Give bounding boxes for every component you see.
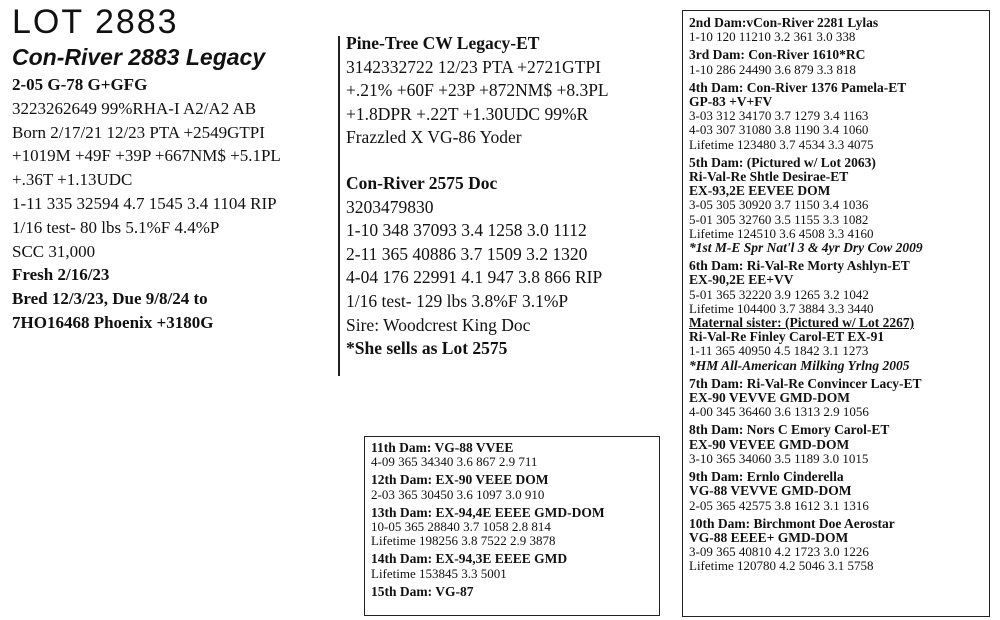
dam-record-line: 3-09 365 40810 4.2 1723 3.0 1226: [689, 544, 869, 560]
dam-record-line: 9th Dam: Ernlo Cinderella: [689, 469, 844, 485]
dam-record-line: Lifetime 124510 3.6 4508 3.3 4160: [689, 225, 874, 241]
dam-block: [346, 172, 668, 361]
sire-line: +.21% +60F +23P +872NM$ +8.3PL: [346, 80, 609, 101]
dam-record-line: 7th Dam: Ri-Val-Re Convincer Lacy-ET: [689, 375, 922, 391]
dam-record-line: *1st M-E Spr Nat'l 3 & 4yr Dry Cow 2009: [689, 240, 923, 256]
dam-record-line: GP-83 +V+FV: [689, 94, 773, 110]
dam-record-line: VG-88 VEVVE GMD-DOM: [689, 483, 852, 499]
dam-record-line: Ri-Val-Re Shtle Desirae-ET: [689, 169, 849, 185]
dam-record-line: 5-01 365 32220 3.9 1265 3.2 1042: [689, 286, 869, 302]
dam-record-line: 3-05 305 30920 3.7 1150 3.4 1036: [689, 197, 869, 213]
dam-record-line: EX-93,2E EEVEE DOM: [689, 183, 831, 199]
dam-record-line: 4-00 345 36460 3.6 1313 2.9 1056: [689, 404, 869, 420]
dam-record-line: 15th Dam: VG-87: [371, 583, 474, 599]
dam-record-line: 3rd Dam: Con-River 1610*RC: [689, 47, 866, 63]
sire-line: Frazzled X VG-86 Yoder: [346, 127, 522, 148]
deep-pedigree-box: [364, 436, 660, 616]
sire-line: Pine-Tree CW Legacy-ET: [346, 33, 540, 53]
dam-record-line: 11th Dam: VG-88 VVEE: [371, 440, 514, 455]
dam-record-line: 13th Dam: EX-94,4E EEEE GMD-DOM: [371, 504, 605, 520]
dam-record-line: 1-10 120 11210 3.2 361 3.0 338: [689, 29, 856, 45]
cow-name: Con-River 2883 Legacy: [12, 44, 266, 70]
detail-line: +1019M +49F +39P +667NM$ +5.1PL: [12, 146, 281, 166]
sire-line: +1.8DPR +.22T +1.30UDC 99%R: [346, 103, 589, 124]
dam-line: 3203479830: [346, 196, 434, 217]
cow-details: [12, 73, 330, 335]
dam-record-line: 4-09 365 34340 3.6 867 2.9 711: [371, 454, 538, 470]
sire-line: 3142332722 12/23 PTA +2721GTPI: [346, 56, 601, 77]
maternal-line-box: [682, 10, 990, 617]
dam-record-line: 2-03 365 30450 3.6 1097 3.0 910: [371, 486, 545, 502]
detail-line: 1-11 335 32594 4.7 1545 3.4 1104 RIP: [12, 193, 277, 213]
dam-record-line: 10th Dam: Birchmont Doe Aerostar: [689, 515, 895, 531]
dam-record-line: Lifetime 153845 3.3 5001: [371, 565, 507, 581]
dam-line: 1-10 348 37093 3.4 1258 3.0 1112: [346, 220, 587, 241]
pedigree-column: [346, 32, 668, 361]
lot-title: LOT 2883: [12, 3, 179, 41]
dam-record-line: VG-88 EEEE+ GMD-DOM: [689, 529, 849, 545]
detail-line: 3223262649 99%RHA-I A2/A2 AB: [12, 98, 257, 118]
dam-record-line: 8th Dam: Nors C Emory Carol-ET: [689, 422, 890, 438]
lot-info-column: [12, 4, 330, 335]
dam-record-line: 12th Dam: EX-90 VEEE DOM: [371, 472, 549, 488]
dam-record-line: EX-90 VEVVE GMD-DOM: [689, 390, 850, 406]
dam-record-line: 10-05 365 28840 3.7 1058 2.8 814: [371, 519, 551, 535]
dam-record-line: 6th Dam: Ri-Val-Re Morty Ashlyn-ET: [689, 258, 910, 274]
dam-record-line: 1-10 286 24490 3.6 879 3.3 818: [689, 61, 856, 77]
dam-line: Con-River 2575 Doc: [346, 172, 498, 193]
dam-record-line: 4-03 307 31080 3.8 1190 3.4 1060: [689, 122, 869, 138]
detail-line: Fresh 2/16/23: [12, 265, 110, 285]
dam-record-line: 14th Dam: EX-94,3E EEEE GMD: [371, 551, 568, 567]
dam-record-line: 2-05 365 42575 3.8 1612 3.1 1316: [689, 497, 869, 513]
sire-block: [346, 32, 668, 150]
dam-record-line: Lifetime 120780 4.2 5046 3.1 5758: [689, 558, 874, 574]
detail-line: Bred 12/3/23, Due 9/8/24 to: [12, 289, 208, 309]
detail-line: Born 2/17/21 12/23 PTA +2549GTPI: [12, 122, 265, 142]
dam-line: *She sells as Lot 2575: [346, 338, 508, 359]
dam-record-line: EX-90 VEVEE GMD-DOM: [689, 436, 850, 452]
dam-record-line: 3-10 365 34060 3.5 1189 3.0 1015: [689, 450, 869, 466]
detail-line: SCC 31,000: [12, 241, 96, 261]
dam-record-line: 5th Dam: (Pictured w/ Lot 2063): [689, 154, 876, 170]
detail-line: +.36T +1.13UDC: [12, 170, 133, 190]
dam-record-line: 2nd Dam:vCon-River 2281 Lylas: [689, 15, 879, 30]
detail-line: 1/16 test- 80 lbs 5.1%F 4.4%P: [12, 217, 220, 237]
dam-record-line: 3-03 312 34170 3.7 1279 3.4 1163: [689, 108, 869, 124]
column-divider: [338, 36, 340, 376]
dam-line: 1/16 test- 129 lbs 3.8%F 3.1%P: [346, 290, 569, 311]
dam-record-line: Ri-Val-Re Finley Carol-ET EX-91: [689, 329, 885, 345]
dam-record-line: Maternal sister: (Pictured w/ Lot 2267): [689, 315, 915, 331]
dam-record-line: Lifetime 104400 3.7 3884 3.3 3440: [689, 300, 874, 316]
dam-record-line: 5-01 305 32760 3.5 1155 3.3 1082: [689, 211, 869, 227]
dam-record-line: 1-11 365 40950 4.5 1842 3.1 1273: [689, 343, 869, 359]
dam-record-line: Lifetime 198256 3.8 7522 2.9 3878: [371, 533, 556, 549]
dam-record-line: 4th Dam: Con-River 1376 Pamela-ET: [689, 79, 907, 95]
detail-line: 7HO16468 Phoenix +3180G: [12, 312, 214, 332]
dam-line: Sire: Woodcrest King Doc: [346, 314, 531, 335]
detail-line: 2-05 G-78 G+GFG: [12, 75, 148, 94]
dam-line: 2-11 365 40886 3.7 1509 3.2 1320: [346, 243, 588, 264]
dam-record-line: EX-90,2E EE+VV: [689, 272, 794, 288]
dam-record-line: Lifetime 123480 3.7 4534 3.3 4075: [689, 136, 874, 152]
dam-line: 4-04 176 22991 4.1 947 3.8 866 RIP: [346, 267, 603, 288]
dam-record-line: *HM All-American Milking Yrlng 2005: [689, 357, 910, 373]
